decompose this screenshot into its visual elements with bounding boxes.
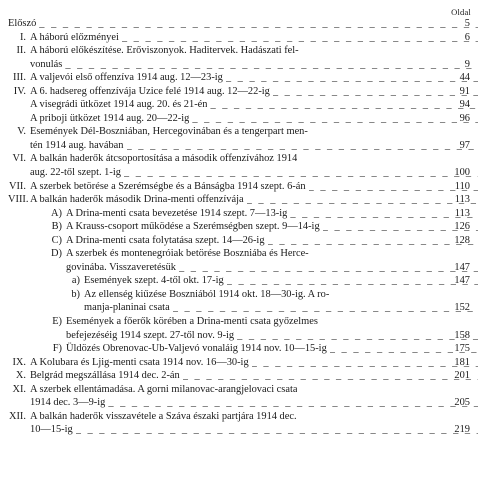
- toc-entry-title-line: Üldözés Obrenovac-Ub-Valjevó vonaláig 1914 nov. 10—15-ig: [66, 343, 327, 355]
- toc-entry-page-number: 181: [454, 356, 470, 368]
- toc-entry: [8, 288, 470, 315]
- toc-entry: [8, 315, 470, 342]
- toc-entry-number: II.: [16, 45, 26, 57]
- dot-leader: [247, 193, 478, 207]
- toc-entry: [8, 356, 470, 370]
- toc-entry-page-number: 94: [459, 99, 470, 111]
- dot-leader: [127, 139, 478, 153]
- toc-entry-title-line: A valjevói első offenzíva 1914 aug. 12—23-ig: [30, 72, 223, 84]
- toc-entry-page-number: 97: [459, 139, 470, 151]
- toc-entry-number: C): [51, 234, 62, 246]
- dot-leader: [76, 423, 478, 437]
- toc-entry-number: A): [51, 207, 62, 219]
- toc-entry-page-number: 128: [454, 234, 470, 246]
- toc-entry-page-number: 9: [464, 58, 470, 70]
- toc-entry: [8, 220, 470, 234]
- toc-entry-number: VII.: [8, 180, 26, 192]
- toc-entry-title-line: A balkán haderők átcsoportosítása a második offenzívához 1914: [30, 153, 298, 165]
- toc-entry-title-line: A balkán haderők második Drina-menti offenzívája: [30, 194, 244, 206]
- toc-entry-title-line: Események Dél-Boszniában, Hercegovinában és a tengerpart men-: [30, 126, 308, 138]
- toc-entry-title-line: Előszó: [8, 18, 37, 29]
- toc-entry-page-number: 158: [454, 329, 470, 341]
- toc-entry-number: XI.: [12, 383, 26, 395]
- dot-leader: [173, 301, 478, 315]
- table-of-contents: [8, 17, 470, 437]
- dot-leader: [290, 207, 478, 221]
- page-column-header: Oldal: [451, 7, 471, 17]
- toc-entry-title-line: govinába. Visszaveretésük: [66, 261, 176, 273]
- toc-entry-title-line: manja-planinai csata: [84, 302, 170, 314]
- toc-entry-title-line: tén 1914 aug. havában: [30, 139, 124, 151]
- toc-entry: [8, 410, 470, 437]
- dot-leader: [108, 396, 478, 410]
- toc-entry-title-line: Események a főerők körében a Drina-menti csata győzelmes: [66, 316, 318, 328]
- toc-entry-title-line: A Krauss-csoport működése a Szerémségben szept. 9—14-ig: [66, 221, 320, 233]
- toc-entry-page-number: 175: [454, 343, 470, 355]
- toc-entry-number: XII.: [8, 410, 26, 422]
- toc-entry-page-number: 96: [459, 112, 470, 124]
- toc-entry-page-number: 100: [454, 167, 470, 179]
- toc-entry-title-line: A Drina-menti csata folytatása szept. 14—26-ig: [66, 234, 265, 246]
- toc-entry-number: VI.: [12, 153, 26, 165]
- dot-leader: [65, 58, 478, 72]
- toc-entry-page-number: 126: [454, 221, 470, 233]
- toc-entry: [8, 112, 470, 126]
- toc-entry-page-number: 205: [454, 397, 470, 409]
- toc-entry: [8, 180, 470, 194]
- dot-leader: [192, 112, 478, 126]
- toc-entry: [8, 247, 470, 274]
- toc-entry-title-line: A Drina-menti csata bevezetése 1914 szept. 7—13-ig: [66, 207, 288, 219]
- dot-leader: [179, 261, 478, 275]
- dot-leader: [227, 274, 478, 288]
- toc-entry-page-number: 152: [454, 302, 470, 314]
- toc-entry-title-line: A szerbek ellentámadása. A gorni milanovac-arangjelovaci csata: [30, 383, 298, 395]
- toc-entry-number: B): [51, 221, 62, 233]
- toc-entry-title-line: A szerbek és montenegróiak betörése Boszniába és Herce-: [66, 248, 309, 260]
- toc-entry-number: V.: [17, 126, 26, 138]
- toc-entry: [8, 369, 470, 383]
- toc-entry-title-line: A Kolubara és Ljig-menti csata 1914 nov. 16—30-ig: [30, 356, 249, 368]
- toc-entry-page-number: 147: [454, 261, 470, 273]
- toc-entry: [8, 193, 470, 207]
- toc-entry-page-number: 201: [454, 370, 470, 382]
- toc-entry-number: VIII.: [8, 194, 29, 206]
- toc-entry-page-number: 44: [459, 72, 470, 84]
- toc-entry: [8, 85, 470, 99]
- toc-entry: [8, 98, 470, 112]
- toc-entry-number: a): [71, 275, 80, 287]
- toc-entry-page-number: 219: [454, 424, 470, 436]
- toc-entry-title-line: A háború előkészítése. Erőviszonyok. Haditervek. Hadászati fel-: [30, 45, 299, 57]
- toc-entry-number: IX.: [12, 356, 26, 368]
- toc-entry-number: F): [52, 343, 62, 355]
- toc-entry-title-line: A szerbek betörése a Szerémségbe és a Bánságba 1914 szept. 6-án: [30, 180, 306, 192]
- toc-entry-title-line: A visegrádi ütközet 1914 aug. 20. és 21-én: [30, 99, 208, 111]
- toc-entry: [8, 383, 470, 410]
- toc-entry-page-number: 91: [459, 85, 470, 97]
- dot-leader: [252, 356, 478, 370]
- toc-entry-title-line: 10—15-ig: [30, 424, 73, 436]
- toc-entry-number: III.: [13, 72, 26, 84]
- toc-entry: [8, 152, 470, 179]
- toc-entry-number: IV.: [13, 85, 26, 97]
- toc-entry-page-number: 113: [454, 194, 470, 206]
- toc-entry-page-number: 113: [454, 207, 470, 219]
- toc-entry-title-line: Belgrád megszállása 1914 dec. 2-án: [30, 370, 180, 382]
- toc-entry: [8, 125, 470, 152]
- toc-entry-title-line: aug. 22-től szept. 1-ig: [30, 167, 121, 179]
- toc-entry-title-line: vonulás: [30, 58, 63, 70]
- toc-entry-page-number: 110: [454, 180, 470, 192]
- toc-entry-page-number: 5: [464, 18, 470, 29]
- toc-entry-title-line: Események szept. 4-től okt. 17-ig: [84, 275, 224, 287]
- dot-leader: [122, 31, 478, 45]
- dot-leader: [183, 369, 478, 383]
- toc-entry-title-line: A háború előzményei: [30, 31, 119, 43]
- dot-leader: [39, 17, 478, 31]
- toc-entry-number: X.: [15, 370, 26, 382]
- toc-entry: [8, 234, 470, 248]
- dot-leader: [309, 180, 478, 194]
- toc-entry-title-line: A balkán haderők visszavétele a Száva északi partjára 1914 dec.: [30, 410, 297, 422]
- toc-entry: [8, 17, 470, 31]
- dot-leader: [226, 71, 478, 85]
- dot-leader: [237, 329, 478, 343]
- toc-entry: [8, 342, 470, 356]
- toc-entry-number: I.: [19, 31, 26, 43]
- toc-entry-title-line: befejezéséig 1914 szept. 27-től nov. 9-ig: [66, 329, 235, 341]
- toc-entry-number: E): [52, 316, 62, 328]
- dot-leader: [268, 234, 478, 248]
- toc-entry-title-line: Az ellenség kiűzése Boszniából 1914 okt. 18—30-ig. A ro-: [84, 288, 330, 300]
- toc-entry-title-line: 1914 dec. 3—9-ig: [30, 397, 106, 409]
- toc-entry-page-number: 6: [464, 31, 470, 43]
- toc-entry-title-line: A 6. hadsereg offenzívája Uzice felé 1914 aug. 12—22-ig: [30, 85, 270, 97]
- toc-entry: [8, 71, 470, 85]
- toc-entry-title-line: A priboji ütközet 1914 aug. 20—22-ig: [30, 112, 190, 124]
- dot-leader: [273, 85, 478, 99]
- dot-leader: [124, 166, 478, 180]
- toc-entry: [8, 31, 470, 45]
- toc-entry: [8, 207, 470, 221]
- toc-entry: [8, 44, 470, 71]
- toc-entry-number: D): [51, 248, 62, 260]
- toc-entry-page-number: 147: [454, 275, 470, 287]
- toc-entry: [8, 274, 470, 288]
- toc-entry-number: b): [71, 288, 80, 300]
- dot-leader: [210, 98, 478, 112]
